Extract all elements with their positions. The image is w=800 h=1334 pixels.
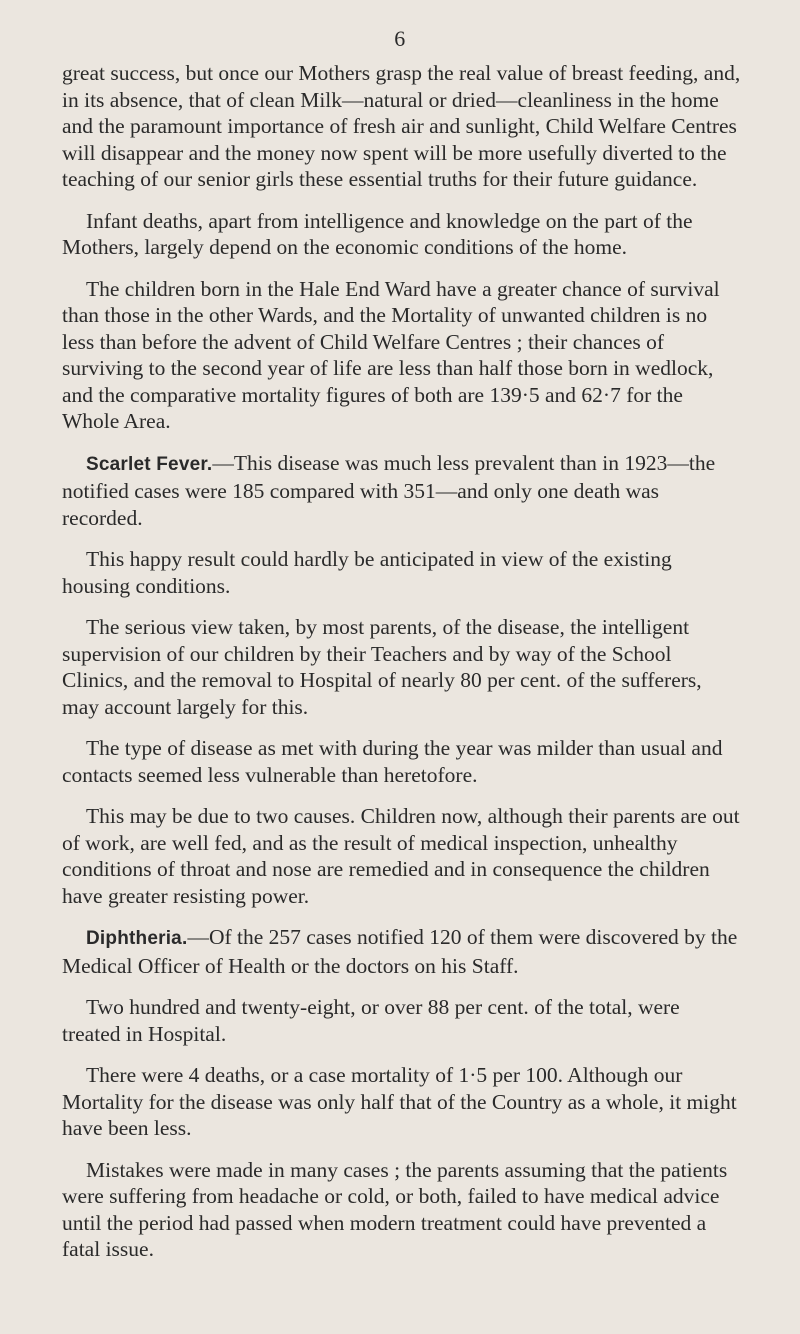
paragraph-text: great success, but once our Mothers grasp the real value of breast feeding, and, in its absence, that of clean Milk—natural or dried—cleanliness in the home and the paramount importance of fresh air and sunlight, Child Welfare Centres will disappear and the money now spent will be more usefully diverted to the teaching of our senior girls these essential truths for their future guidance. <box>62 61 741 191</box>
paragraph-happy-result <box>62 546 742 599</box>
paragraph-deaths <box>62 1062 742 1142</box>
paragraph-text: Mistakes were made in many cases ; the parents assuming that the patients were suffering from headache or cold, or both, failed to have medical advice until the period had passed when modern treatment could have prevented a fatal issue. <box>62 1157 728 1261</box>
paragraph-text: —Of the 257 cases notified 120 of them were discovered by the Medical Officer of Health or the doctors on his Staff. <box>62 925 738 978</box>
paragraph-hospital-treated <box>62 994 742 1047</box>
paragraph-text: The serious view taken, by most parents, of the disease, the intelligent supervision of our children by their Teachers and by way of the School Clinics, and the removal to Hospital of nearly 80 per cent. of the sufferers, may account largely for this. <box>62 615 702 719</box>
paragraph-text: The children born in the Hale End Ward have a greater chance of survival than those in the other Wards, and the Mortality of unwanted children is no less than before the advent of Child Welfare Centres ; their chances of surviving to the second year of life are less than half those born in wedlock, and the comparative mortality figures of both are 139·5 and 62·7 for the Whole Area. <box>62 276 720 433</box>
paragraph-text: This may be due to two causes. Children now, although their parents are out of work, are well fed, and as the result of medical inspection, unhealthy conditions of throat and nose are remedied and in consequence the children have greater resisting power. <box>62 804 740 908</box>
paragraph-diphtheria <box>62 924 742 979</box>
paragraph-text: Infant deaths, apart from intelligence and knowledge on the part of the Mothers, largely depend on the economic conditions of the home. <box>62 208 693 259</box>
paragraph-two-causes <box>62 803 742 909</box>
paragraph-text: The type of disease as met with during the year was milder than usual and contacts seemed less vulnerable than heretofore. <box>62 736 723 787</box>
paragraph-text: —This disease was much less prevalent than in 1923—the notified cases were 185 compared with 351—and only one death was recorded. <box>62 450 716 530</box>
paragraph-infant-deaths <box>62 208 742 261</box>
paragraph-continuation <box>62 60 742 193</box>
paragraph-hale-end-ward <box>62 276 742 435</box>
section-heading-scarlet-fever: Scarlet Fever. <box>86 453 213 475</box>
paragraph-type-of-disease <box>62 735 742 788</box>
body-text <box>62 60 742 1278</box>
paragraph-scarlet-fever <box>62 450 742 532</box>
paragraph-text: This happy result could hardly be anticipated in view of the existing housing conditions. <box>62 547 672 598</box>
paragraph-text: Two hundred and twenty-eight, or over 88 per cent. of the total, were treated in Hospital. <box>62 995 680 1046</box>
paragraph-text: There were 4 deaths, or a case mortality of 1·5 per 100. Although our Mortality for the disease was only half that of the Country as a whole, it might have been less. <box>62 1063 737 1140</box>
paragraph-mistakes <box>62 1157 742 1263</box>
paragraph-serious-view <box>62 614 742 720</box>
section-heading-diphtheria: Diphtheria. <box>86 928 188 949</box>
page-number: 6 <box>394 26 406 51</box>
